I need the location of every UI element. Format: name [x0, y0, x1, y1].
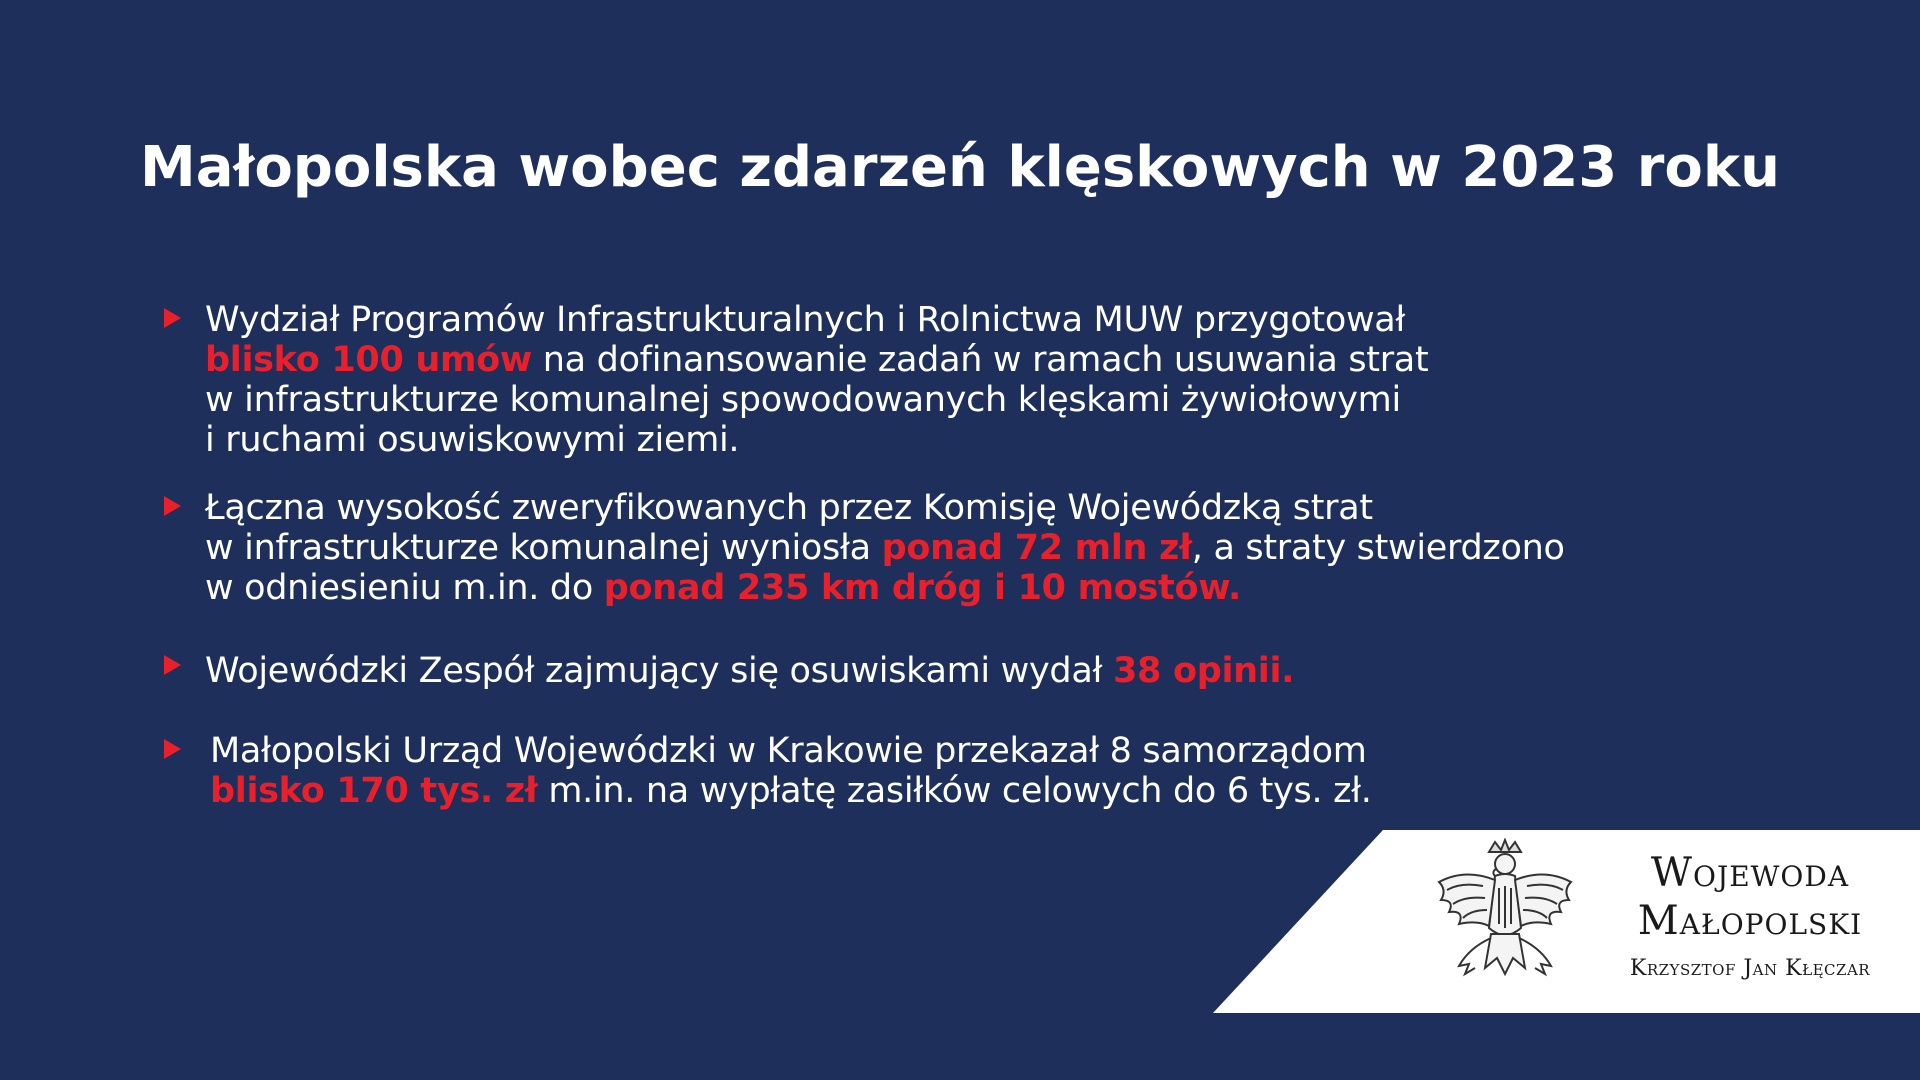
bullet-line [205, 651, 1294, 691]
body-text: w infrastrukturze komunalnej wyniosła [205, 528, 882, 568]
bullet-text [205, 300, 1428, 460]
highlight-text: 38 opinii. [1112, 651, 1295, 691]
highlight-text: blisko 100 umów [205, 340, 532, 380]
bullet-line [210, 771, 1372, 811]
logo-title-line2: Małopolski [1637, 898, 1863, 944]
page-title: Małopolska wobec zdarzeń klęskowych w 2023 roku [140, 135, 1780, 200]
white-eagle-emblem-icon [1425, 838, 1585, 1003]
body-text: na dofinansowanie zadań w ramach usuwania strat [531, 340, 1429, 380]
body-text: w infrastrukturze komunalnej spowodowanych klęskami żywiołowymi [205, 380, 1401, 420]
bullet-text [210, 731, 1372, 811]
body-text: Małopolski Urząd Wojewódzki w Krakowie przekazał 8 samorządom [210, 731, 1367, 771]
body-text: w odniesieniu m.in. do [205, 568, 604, 608]
highlight-text: blisko 170 tys. zł [210, 771, 538, 811]
bullet-triangle-icon [164, 739, 181, 759]
bullet-line [205, 340, 1428, 380]
bullet-line [205, 420, 1428, 460]
bullet-text [205, 488, 1565, 608]
highlight-text: ponad 72 mln zł [881, 528, 1192, 568]
bullet-triangle-icon [164, 496, 181, 516]
body-text: Łączna wysokość zweryfikowanych przez Komisję Wojewódzką strat [205, 488, 1373, 528]
body-text: Wydział Programów Infrastrukturalnych i Rolnictwa MUW przygotował [205, 300, 1406, 340]
body-text: i ruchami osuwiskowymi ziemi. [205, 420, 740, 460]
bullet-line [205, 528, 1565, 568]
bullet-line [205, 568, 1565, 608]
logo-name: Krzysztof Jan Kłęczar [1629, 956, 1871, 981]
body-text: Wojewódzki Zespół zajmujący się osuwiskami wydał [205, 651, 1113, 691]
body-text: , a straty stwierdzono [1191, 528, 1565, 568]
bullet-line [205, 380, 1428, 420]
logo-title-line1: Wojewoda [1650, 850, 1850, 896]
bullet-line [205, 488, 1565, 528]
highlight-text: ponad 235 km dróg i 10 mostów. [603, 568, 1242, 608]
bullet-triangle-icon [164, 655, 181, 675]
bullet-line [205, 300, 1428, 340]
bullet-triangle-icon [164, 308, 181, 328]
bullet-text [205, 651, 1294, 691]
body-text: m.in. na wypłatę zasiłków celowych do 6 tys. zł. [537, 771, 1372, 811]
bullet-line [210, 731, 1372, 771]
